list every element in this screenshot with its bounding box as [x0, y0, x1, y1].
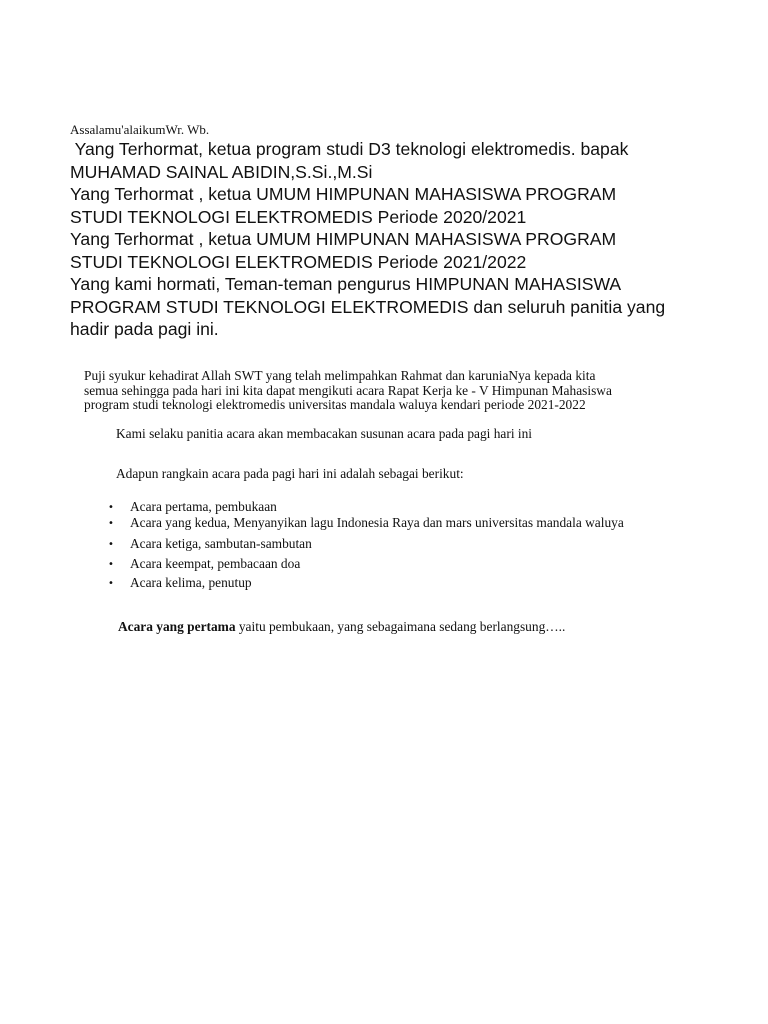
- salutation-line: STUDI TEKNOLOGI ELEKTROMEDIS Periode 2021/2022: [70, 251, 527, 272]
- agenda-item-text: Acara pertama, pembukaan: [130, 499, 277, 514]
- closing-rest: yaitu pembukaan, yang sebagaimana sedang berlangsung…..: [235, 619, 566, 634]
- salutation-line: Yang Terhormat, ketua program studi D3 teknologi elektromedis. bapak: [70, 139, 629, 159]
- agenda-item: [108, 515, 624, 532]
- opening-line: program studi teknologi elektromedis universitas mandala waluya kendari periode 2021-2022: [84, 397, 586, 412]
- agenda-item: [108, 536, 312, 553]
- salutation-line: MUHAMAD SAINAL ABIDIN,S.Si.,M.Si: [70, 161, 373, 182]
- agenda-item-text: Acara kelima, penutup: [130, 575, 252, 590]
- salutation-line: Yang Terhormat , ketua UMUM HIMPUNAN MAHASISWA PROGRAM: [70, 184, 617, 204]
- opening-paragraph: [84, 369, 724, 413]
- bullet-icon: •: [108, 518, 114, 529]
- agenda-item: [108, 575, 252, 592]
- agenda-intro-sentence: Adapun rangkain acara pada pagi hari ini adalah sebagai berikut:: [116, 466, 464, 481]
- salutation-block: [70, 138, 720, 341]
- bullet-icon: •: [108, 502, 114, 513]
- salutation-line: Yang kami hormati, Teman-teman pengurus HIMPUNAN MAHASISWA: [70, 274, 622, 294]
- intro-sentence: Kami selaku panitia acara akan membacakan susunan acara pada pagi hari ini: [116, 426, 533, 441]
- greeting-line: Assalamu'alaikumWr. Wb.: [70, 122, 210, 137]
- opening-line: Puji syukur kehadirat Allah SWT yang telah melimpahkan Rahmat dan karuniaNya kepada kita: [84, 368, 596, 383]
- agenda-item-text: Acara ketiga, sambutan-sambutan: [130, 536, 312, 551]
- agenda-item-text: Acara yang kedua, Menyanyikan lagu Indonesia Raya dan mars universitas mandala waluya: [130, 515, 624, 530]
- bullet-icon: •: [108, 539, 114, 550]
- salutation-line: STUDI TEKNOLOGI ELEKTROMEDIS Periode 2020/2021: [70, 206, 527, 227]
- salutation-line: hadir pada pagi ini.: [70, 319, 219, 339]
- bullet-icon: •: [108, 578, 114, 589]
- salutation-line: PROGRAM STUDI TEKNOLOGI ELEKTROMEDIS dan seluruh panitia yang: [70, 296, 666, 317]
- agenda-item: [108, 499, 277, 516]
- closing-bold-lead: Acara yang pertama: [118, 619, 236, 634]
- agenda-item-text: Acara keempat, pembacaan doa: [130, 556, 301, 571]
- opening-line: semua sehingga pada hari ini kita dapat mengikuti acara Rapat Kerja ke - V Himpunan Mahasiswa: [84, 382, 612, 398]
- closing-sentence: [118, 619, 565, 635]
- agenda-item: [108, 556, 300, 573]
- bullet-icon: •: [108, 559, 114, 570]
- salutation-line: Yang Terhormat , ketua UMUM HIMPUNAN MAHASISWA PROGRAM: [70, 229, 617, 249]
